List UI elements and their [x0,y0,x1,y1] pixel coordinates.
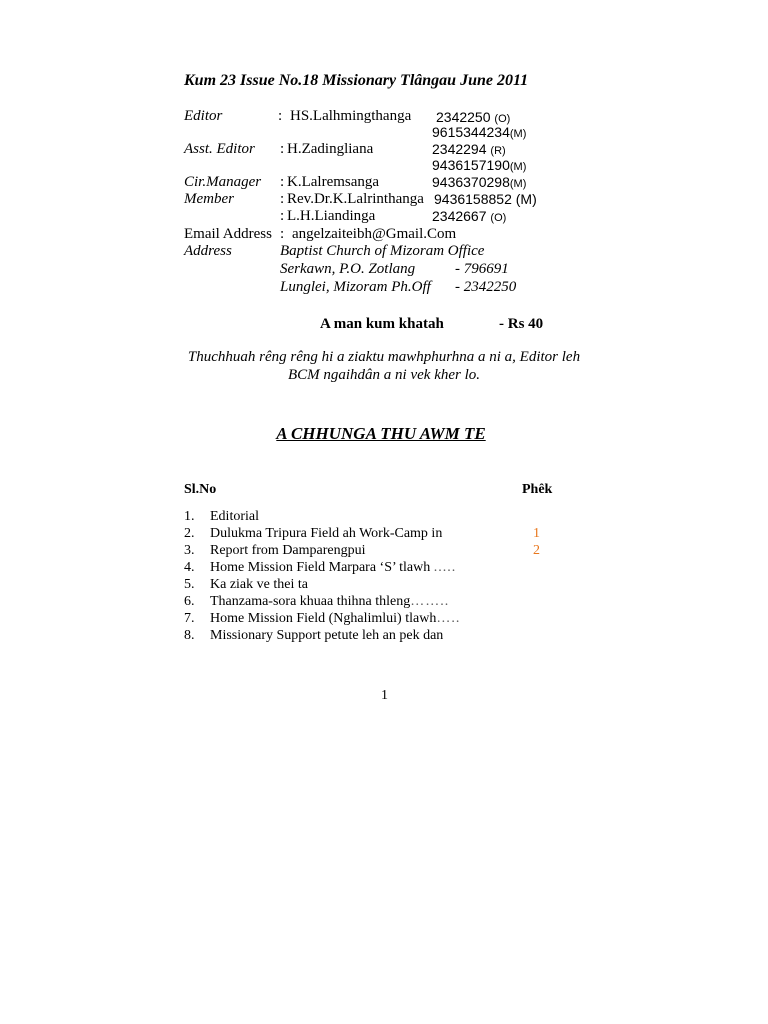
item-page-number: 2 [533,543,540,558]
member-phone: 9436158852 (M) [434,191,537,207]
address-line-3: Lunglei, Mizoram Ph.Off [280,279,431,295]
member-label: Member [184,191,234,207]
contents-col-page: Phêk [522,482,553,497]
email-label: Email Address [184,226,272,242]
list-item: 8. Missionary Support petute leh an pek dan [184,628,444,643]
cir-manager-name: K.Lalremsanga [287,174,380,190]
disclaimer-line-2: BCM ngaihdân a ni vek kher lo. [287,367,481,383]
asst-editor-phone-2: 9436157190(M) [432,157,527,173]
address-label: Address [184,243,232,259]
member-name: Rev.Dr.K.Lalrinthanga [287,191,424,207]
cir-manager-phone: 9436370298(M) [432,174,527,190]
editor-phone-2: 9615344234(M) [432,124,527,140]
asst-editor-name: H.Zadingliana [287,141,374,157]
contents-col-no: Sl.No [184,482,217,497]
cir-manager-label: Cir.Manager [184,174,262,190]
member2-phone: 2342667 (O) [432,208,507,224]
price-label: A man kum khatah [320,316,444,332]
list-item: 1. Editorial [184,509,259,524]
editor-name: HS.Lalhmingthanga [290,108,412,124]
list-item: 2. Dulukma Tripura Field ah Work-Camp in [184,526,443,541]
member2-name: L.H.Liandinga [287,208,376,224]
contents-title: A CHHUNGA THU AWM TE [276,424,486,443]
list-item: 4. Home Mission Field Marpara ‘S’ tlawh ..... [184,560,457,575]
asst-editor-phone-1: 2342294 (R) [432,141,506,157]
list-item: 5. Ka ziak ve thei ta [184,577,308,592]
asst-editor-label: Asst. Editor [184,141,255,157]
address-line-2: Serkawn, P.O. Zotlang [280,261,416,277]
member2-sep: : [280,208,285,224]
address-line-3-extra: - 2342250 [455,279,517,295]
email-value: angelzaiteibh@Gmail.Com [292,226,457,242]
page-number: 1 [381,688,388,703]
issue-header: Kum 23 Issue No.18 Missionary Tlângau June 2011 [184,72,529,89]
editor-phone-1: 2342250 (O) [436,109,511,125]
cir-manager-sep: : [280,174,285,190]
address-line-1: Baptist Church of Mizoram Office [280,243,485,259]
list-item: 3. Report from Damparengpui [184,543,366,558]
member-sep: : [280,191,285,207]
list-item: 6. Thanzama-sora khuaa thihna thleng…….. [184,594,450,609]
address-line-2-extra: - 796691 [455,261,509,277]
price-value: - Rs 40 [499,316,544,332]
item-page-number: 1 [533,526,540,541]
disclaimer-line-1: Thuchhuah rêng rêng hi a ziaktu mawhphurhna a ni a, Editor leh [187,349,581,365]
editor-label: Editor [184,108,223,124]
asst-editor-sep: : [280,141,285,157]
email-sep: : [280,226,285,242]
list-item: 7. Home Mission Field (Nghalimlui) tlawh….. [184,611,461,626]
editor-sep: : [278,108,283,124]
